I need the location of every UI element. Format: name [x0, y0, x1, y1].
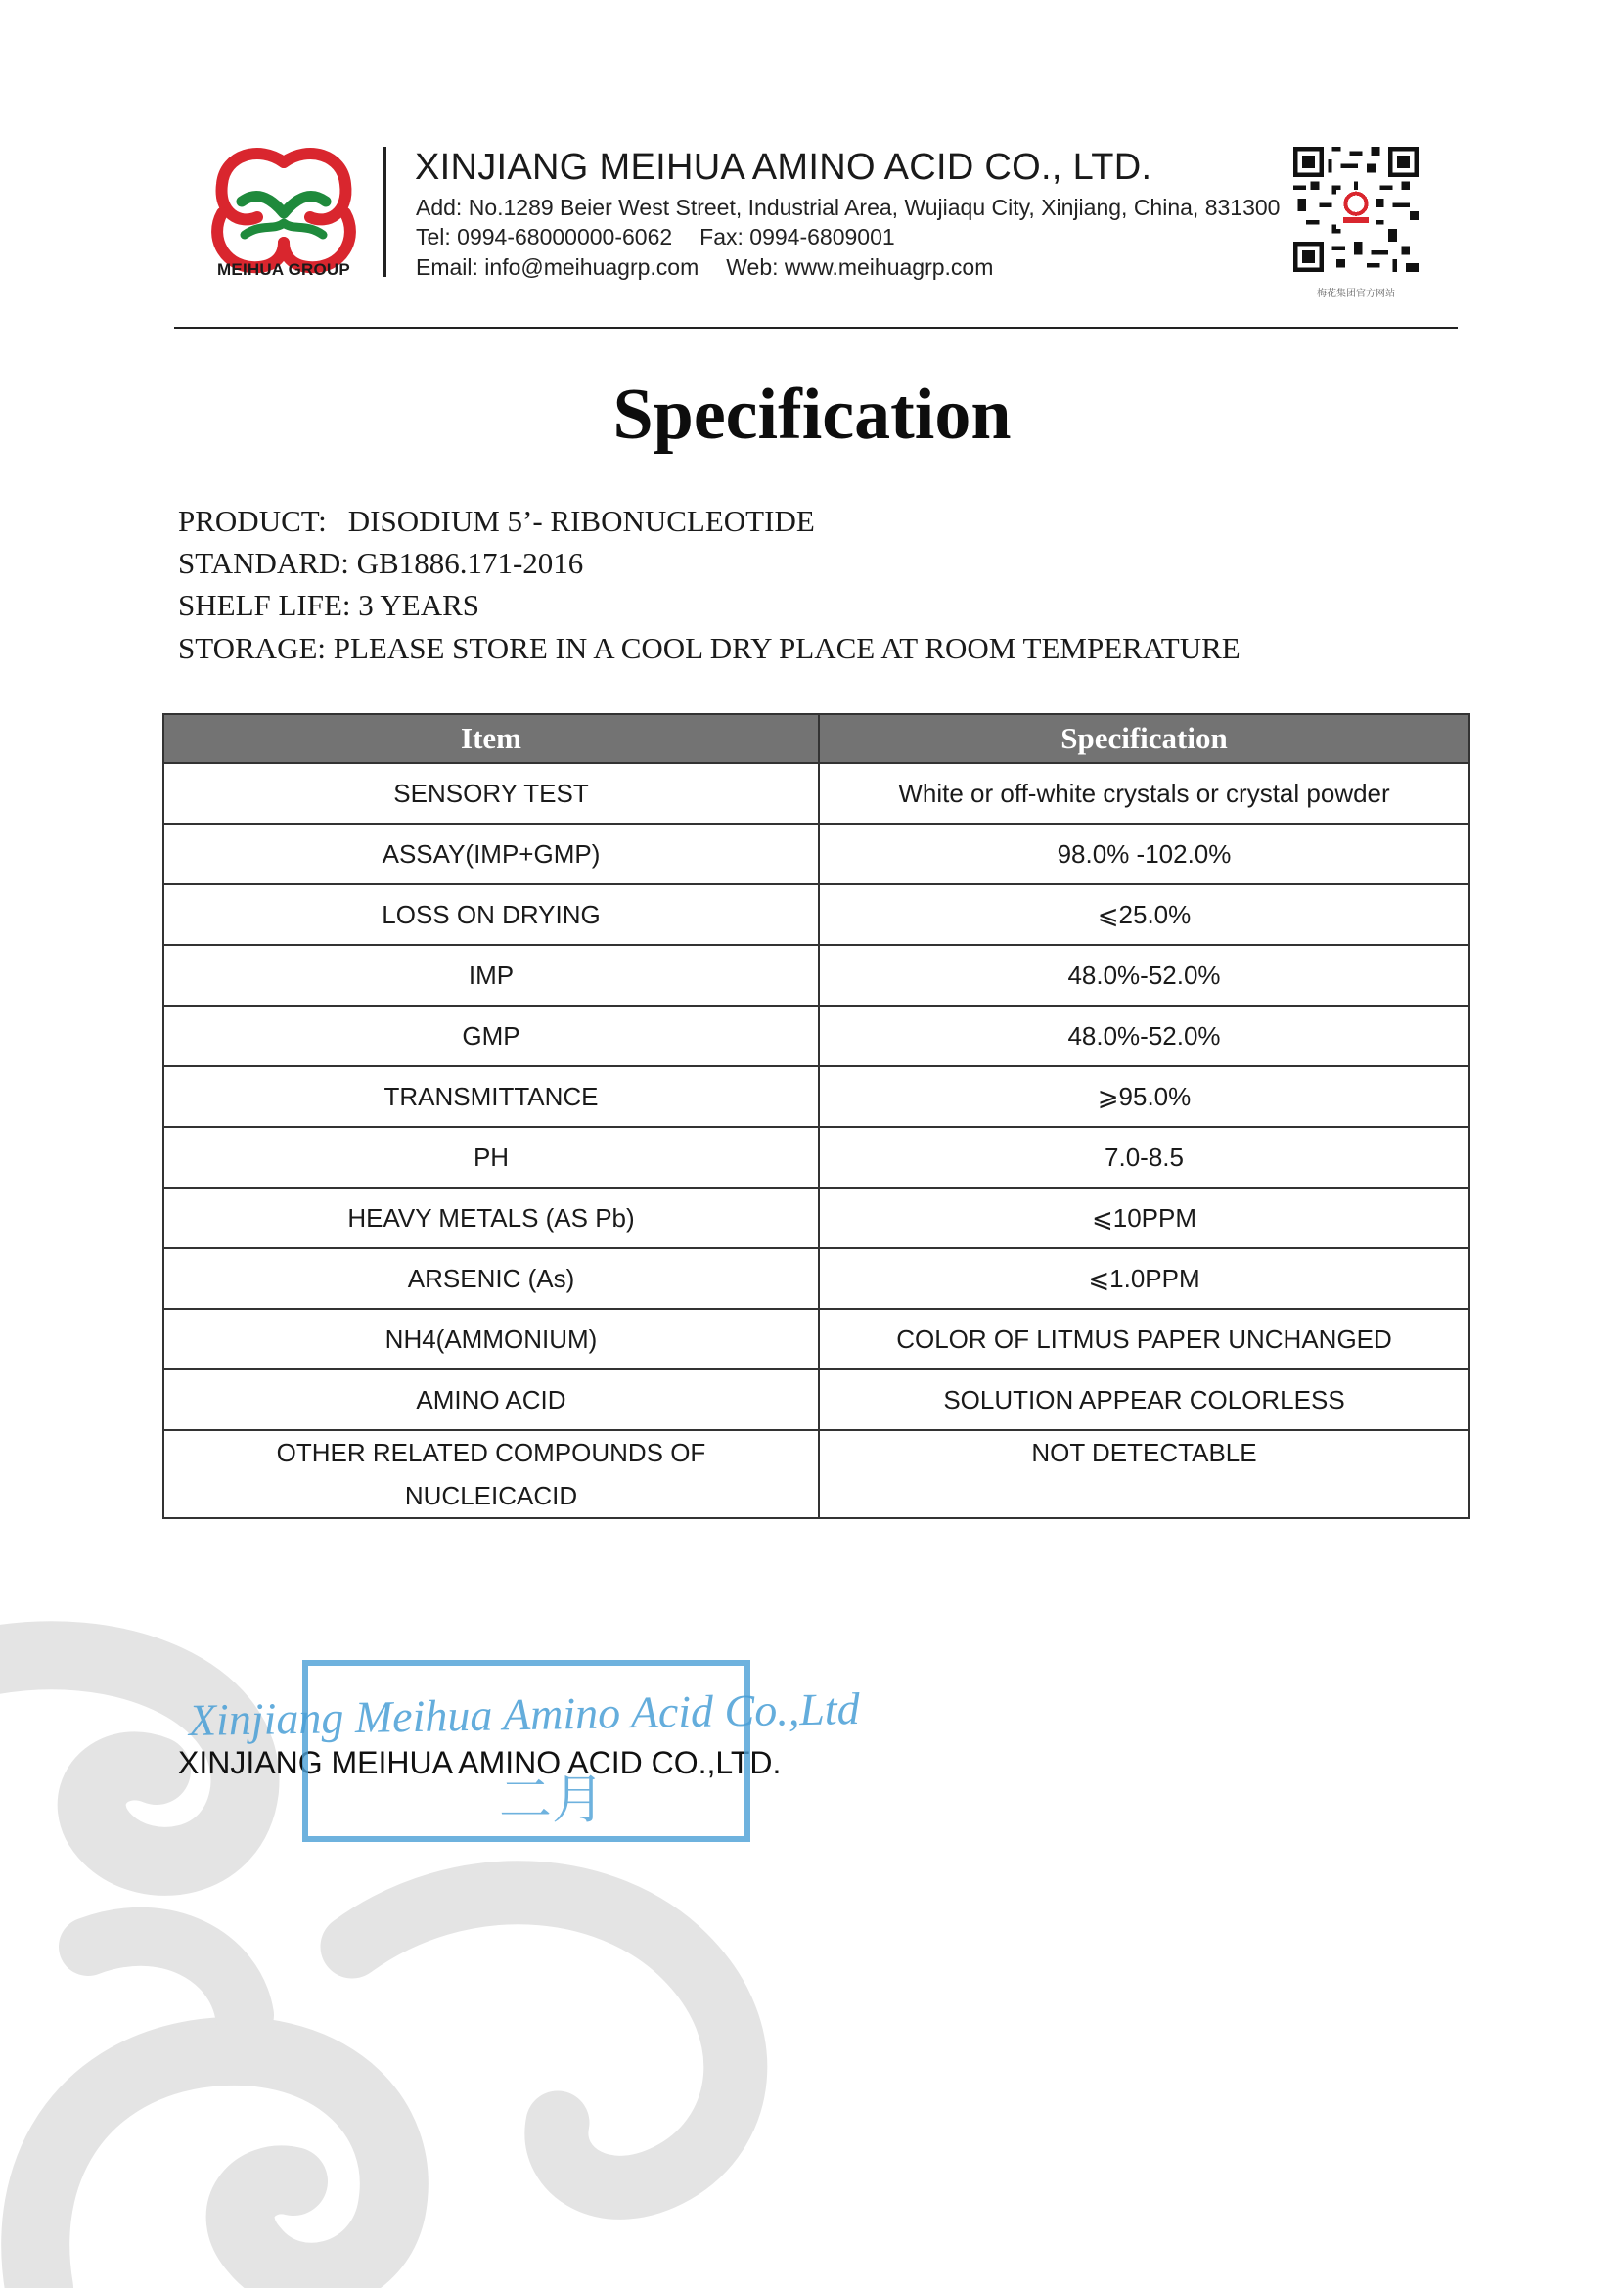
- table-row: [163, 1369, 1469, 1430]
- brand-label: MEIHUA GROUP: [217, 260, 350, 279]
- product-label: PRODUCT:: [178, 504, 327, 538]
- table-row: [163, 945, 1469, 1006]
- table-row: [163, 1430, 1469, 1518]
- table-row: [163, 1127, 1469, 1188]
- cell-item: AMINO ACID: [163, 1369, 819, 1430]
- column-header-specification: Specification: [819, 714, 1469, 763]
- cell-spec: 7.0-8.5: [819, 1127, 1469, 1188]
- header-divider: [383, 147, 386, 277]
- cell-item: IMP: [163, 945, 819, 1006]
- table-row: [163, 1066, 1469, 1127]
- qr-code-icon: [1293, 147, 1419, 272]
- cell-item: GMP: [163, 1006, 819, 1066]
- cell-item: ASSAY(IMP+GMP): [163, 824, 819, 884]
- table-row: [163, 1309, 1469, 1369]
- standard-line: STANDARD: GB1886.171-2016: [178, 546, 584, 580]
- company-name: XINJIANG MEIHUA AMINO ACID CO., LTD.: [415, 147, 1152, 188]
- table-row: [163, 884, 1469, 945]
- contact-phone-fax: [416, 224, 895, 250]
- cell-spec: SOLUTION APPEAR COLORLESS: [819, 1369, 1469, 1430]
- cell-spec: ⩽25.0%: [819, 884, 1469, 945]
- table-row: [163, 763, 1469, 824]
- table-row: [163, 1188, 1469, 1248]
- stamp-chars: 二月: [499, 1769, 605, 1830]
- cell-spec: ⩽10PPM: [819, 1188, 1469, 1248]
- cell-item: NH4(AMMONIUM): [163, 1309, 819, 1369]
- qr-caption: 梅花集团官方网站: [1317, 289, 1395, 299]
- cell-spec: NOT DETECTABLE: [819, 1430, 1469, 1518]
- document-title: Specification: [612, 375, 1012, 455]
- cell-spec: 48.0%-52.0%: [819, 945, 1469, 1006]
- header-rule: [174, 327, 1458, 329]
- specification-table: [162, 713, 1470, 1519]
- cell-spec: White or off-white crystals or crystal powder: [819, 763, 1469, 824]
- stamp-text: Xinjiang Meihua Amino Acid Co.,Ltd: [188, 1683, 860, 1745]
- storage-line: STORAGE: PLEASE STORE IN A COOL DRY PLACE AT ROOM TEMPERATURE: [178, 631, 1241, 665]
- cell-item: PH: [163, 1127, 819, 1188]
- product-value: DISODIUM 5’- RIBONUCLEOTIDE: [347, 504, 815, 538]
- footer-company-name: XINJIANG MEIHUA AMINO ACID CO.,LTD.: [178, 1745, 782, 1780]
- cell-item: SENSORY TEST: [163, 763, 819, 824]
- company-web: Web: www.meihuagrp.com: [726, 254, 994, 280]
- company-tel: Tel: 0994-68000000-6062: [416, 224, 673, 249]
- company-stamp-icon: [188, 1653, 860, 1849]
- cell-item: [163, 1430, 819, 1518]
- table-row: [163, 1248, 1469, 1309]
- cell-item: TRANSMITTANCE: [163, 1066, 819, 1127]
- company-address: Add: No.1289 Beier West Street, Industrial Area, Wujiaqu City, Xinjiang, China, 831300: [416, 195, 1281, 220]
- shelf-life-line: SHELF LIFE: 3 YEARS: [178, 588, 480, 622]
- contact-email-web: [416, 254, 993, 281]
- cell-spec: 98.0% -102.0%: [819, 824, 1469, 884]
- cell-item-line-2: NUCLEICACID: [404, 1481, 578, 1510]
- table-row: [163, 1006, 1469, 1066]
- cell-spec: COLOR OF LITMUS PAPER UNCHANGED: [819, 1309, 1469, 1369]
- company-fax: Fax: 0994-6809001: [699, 224, 895, 249]
- cell-spec: 48.0%-52.0%: [819, 1006, 1469, 1066]
- company-email: Email: info@meihuagrp.com: [416, 254, 699, 280]
- table-header-row: [163, 714, 1469, 763]
- table-row: [163, 824, 1469, 884]
- cell-item: LOSS ON DRYING: [163, 884, 819, 945]
- cell-item: HEAVY METALS (AS Pb): [163, 1188, 819, 1248]
- column-header-item: Item: [163, 714, 819, 763]
- product-line: [178, 504, 815, 539]
- cell-item-line-1: OTHER RELATED COMPOUNDS OF: [276, 1438, 706, 1467]
- cell-spec: ⩽1.0PPM: [819, 1248, 1469, 1309]
- cell-spec: ⩾95.0%: [819, 1066, 1469, 1127]
- cell-item: ARSENIC (As): [163, 1248, 819, 1309]
